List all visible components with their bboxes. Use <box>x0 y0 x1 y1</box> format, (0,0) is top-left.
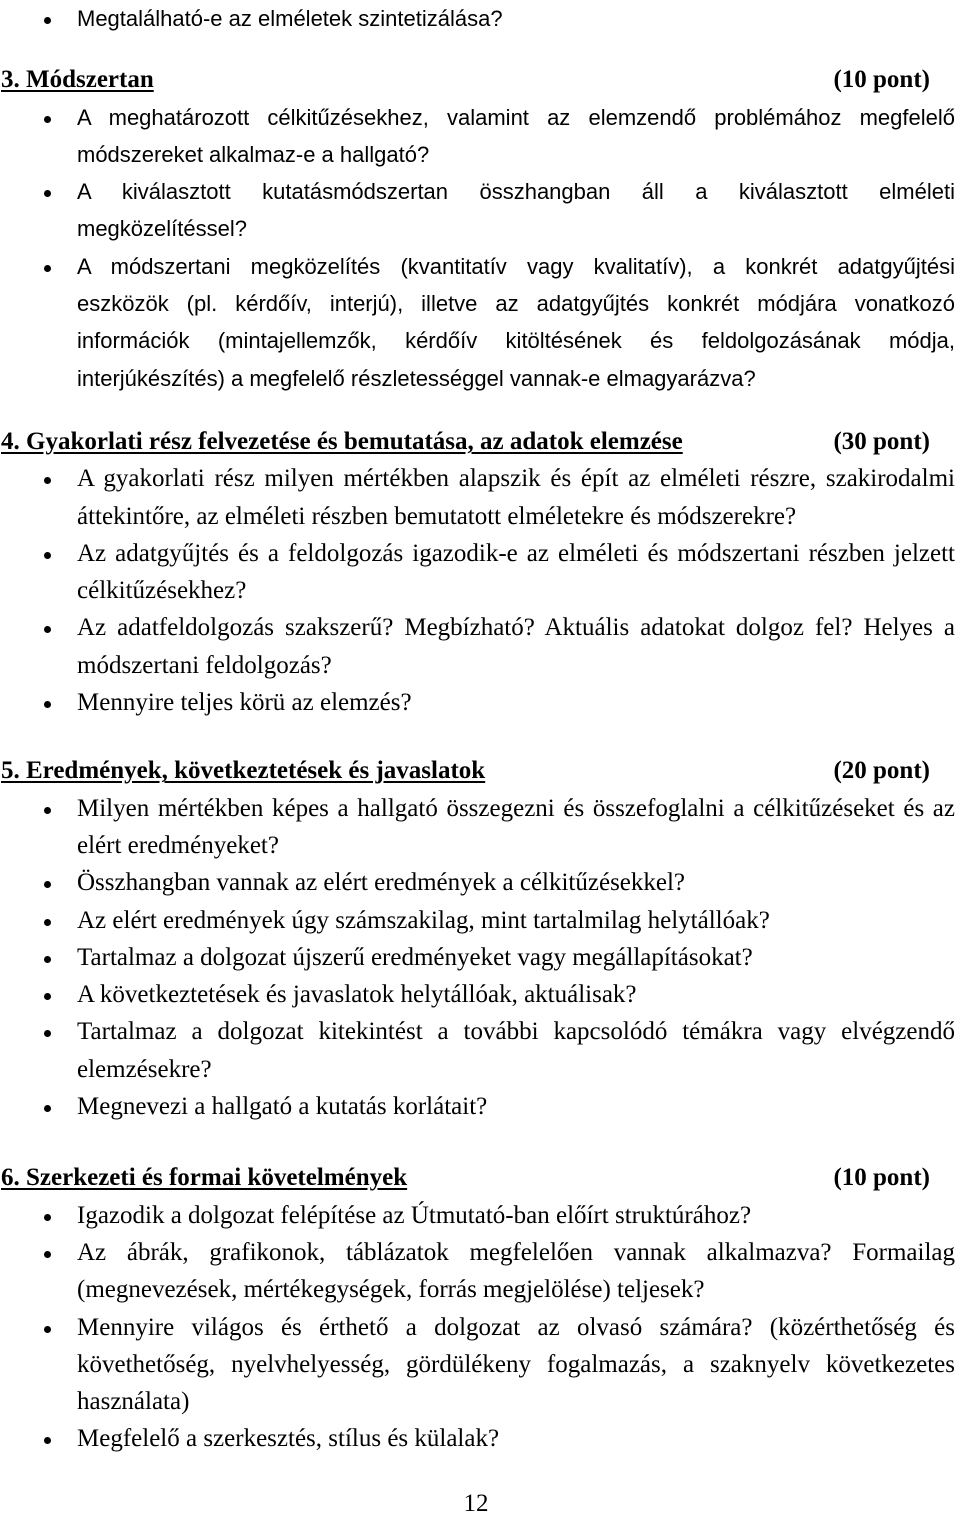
section-list <box>0 790 960 1126</box>
section-heading <box>0 1159 930 1196</box>
bullet-icon <box>44 1326 51 1333</box>
list-item-line: elemzésekre? <box>77 1055 212 1083</box>
list-item <box>0 609 955 684</box>
list-item-line: célkitűzésekhez? <box>77 577 247 605</box>
list-item-line: Összhangban vannak az elért eredmények a célkitűzésekkel? <box>77 869 686 897</box>
list-item-line: eszközök (pl. kérdőív, interjú), illetve az adatgyűjtés konkrét módjára vonatkozó <box>77 291 955 317</box>
list-item-line: Az adatgyűjtés és a feldolgozás igazodik-e az elméleti és módszertani részben jelzett <box>77 539 955 567</box>
list-item-line: interjúkészítés) a megfelelő részletességgel vannak-e elmagyarázva? <box>77 365 756 391</box>
section-heading <box>0 61 930 98</box>
list-item-line: Megnevezi a hallgató a kutatás korlátait? <box>77 1093 488 1121</box>
list-item-line: Megtalálható-e az elméletek szintetizálása? <box>77 6 503 31</box>
list-item-line: Megfelelő a szerkesztés, stílus és külalak? <box>77 1425 500 1453</box>
list-item <box>0 1197 955 1234</box>
list-item <box>0 684 955 721</box>
section-heading <box>0 752 930 789</box>
bullet-icon <box>44 1251 51 1258</box>
list-item-line: A meghatározott célkitűzésekhez, valamint az elemzendő problémához megfelelő <box>77 104 955 130</box>
bullet-icon <box>44 993 51 1000</box>
bullet-icon <box>44 881 51 888</box>
section-title: 6. Szerkezeti és formai követelmények <box>1 1164 408 1192</box>
list-item-line: Tartalmaz a dolgozat újszerű eredményeket vagy megállapításokat? <box>77 943 753 971</box>
bullet-icon <box>44 190 51 197</box>
list-item <box>0 173 955 248</box>
bullet-icon <box>44 1105 51 1112</box>
bullet-icon <box>44 956 51 963</box>
bullet-icon <box>44 17 51 24</box>
section-title: 5. Eredmények, következtetések és javaslatok <box>1 757 486 785</box>
list-item <box>0 0 955 37</box>
section-list <box>0 1197 960 1458</box>
list-item-line: A módszertani megközelítés (kvantitatív vagy kvalitatív), a konkrét adatgyűjtési <box>77 253 955 279</box>
bullet-icon <box>44 1030 51 1037</box>
list-item-line: elért eredményeket? <box>77 831 279 859</box>
list-item <box>0 460 955 535</box>
bullet-icon <box>44 1437 51 1444</box>
list-item <box>0 535 955 610</box>
bullet-icon <box>44 807 51 814</box>
list-item-line: A gyakorlati rész milyen mértékben alapszik és épít az elméleti részre, szakirodalmi <box>77 465 955 493</box>
list-item <box>0 902 955 939</box>
list-item-line: információk (mintajellemzők, kérdőív kitöltésének és feldolgozásának módja, <box>77 328 955 354</box>
section-title: 3. Módszertan <box>1 66 154 94</box>
list-item-line: A következtetések és javaslatok helytállóak, aktuálisak? <box>77 981 637 1009</box>
list-item-line: Az ábrák, grafikonok, táblázatok megfelelően vannak alkalmazva? Formailag <box>77 1238 955 1266</box>
list-item <box>0 248 955 397</box>
page-number: 12 <box>463 1490 489 1517</box>
list-item <box>0 790 955 865</box>
list-item <box>0 1234 955 1309</box>
list-item-line: követhetőség, nyelvhelyesség, gördülékeny fogalmazás, a szaknyelv következetes <box>77 1350 955 1378</box>
list-item-line: használata) <box>77 1388 190 1416</box>
bullet-icon <box>44 919 51 926</box>
section-list <box>0 460 960 721</box>
list-item-line: Tartalmaz a dolgozat kitekintést a további kapcsolódó témákra vagy elvégzendő <box>77 1018 955 1046</box>
list-item-line: Mennyire teljes körü az elemzés? <box>77 689 412 717</box>
list-item <box>0 1088 955 1125</box>
section-structure-form <box>0 1159 960 1457</box>
list-item-line: Az adatfeldolgozás szakszerű? Megbízható? Aktuális adatokat dolgoz fel? Helyes a <box>77 614 955 642</box>
list-item <box>0 976 955 1013</box>
section-list <box>0 99 960 397</box>
section-points: (10 pont) <box>833 1164 930 1192</box>
list-item <box>0 1309 955 1421</box>
list-item <box>0 1420 955 1457</box>
list-item-line: Milyen mértékben képes a hallgató összegezni és összefoglalni a célkitűzéseket és az <box>77 794 955 822</box>
list-item <box>0 864 955 901</box>
list-item-line: áttekintőre, az elméleti részben bemutatott elméletekre és módszerekre? <box>77 502 797 530</box>
list-item-line: módszereket alkalmaz-e a hallgató? <box>77 141 430 167</box>
list-item-line: módszertani feldolgozás? <box>77 651 332 679</box>
bullet-icon <box>44 552 51 559</box>
bullet-icon <box>44 477 51 484</box>
section-heading <box>0 423 930 460</box>
section-methodology <box>0 61 960 397</box>
bullet-icon <box>44 265 51 272</box>
section-points: (10 pont) <box>833 66 930 94</box>
section-title: 4. Gyakorlati rész felvezetése és bemutatása, az adatok elemzése <box>1 427 683 455</box>
section-points: (30 pont) <box>833 427 930 455</box>
section-results <box>0 752 960 1125</box>
list-item-line: Mennyire világos és érthető a dolgozat az olvasó számára? (közérthetőség és <box>77 1313 955 1341</box>
bullet-icon <box>44 626 51 633</box>
list-item <box>0 939 955 976</box>
bullet-icon <box>44 116 51 123</box>
list-item-line: A kiválasztott kutatásmódszertan összhangban áll a kiválasztott elméleti <box>77 179 955 205</box>
list-item <box>0 99 955 174</box>
list-item-line: (megnevezések, mértékegységek, forrás megjelölése) teljesek? <box>77 1276 705 1304</box>
list-item-line: Az elért eredmények úgy számszakilag, mint tartalmilag helytállóak? <box>77 906 770 934</box>
list-item-line: Igazodik a dolgozat felépítése az Útmutató-ban előírt struktúrához? <box>77 1201 752 1229</box>
list-item-line: megközelítéssel? <box>77 216 247 242</box>
bullet-icon <box>44 701 51 708</box>
top-list <box>0 0 960 37</box>
bullet-icon <box>44 1214 51 1221</box>
section-points: (20 pont) <box>833 757 930 785</box>
section-practical-part <box>0 423 960 721</box>
list-item <box>0 1013 955 1088</box>
